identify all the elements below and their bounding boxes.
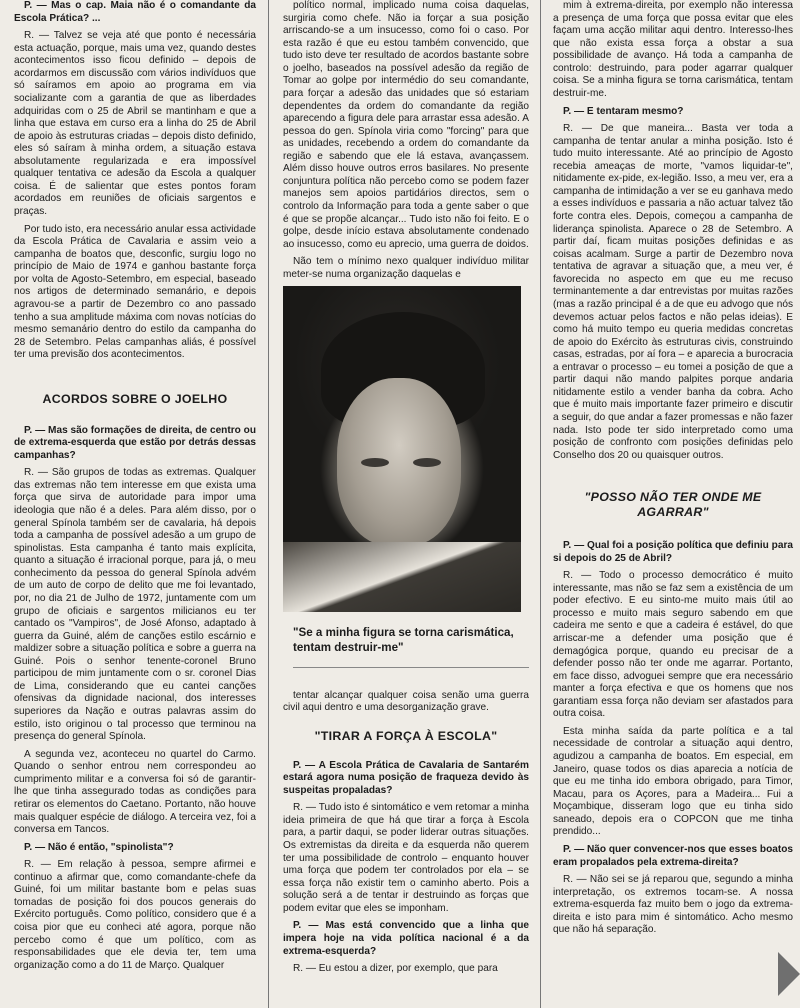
next-page-arrow-icon[interactable] — [778, 952, 800, 996]
answer-paragraph: R. — Talvez se veja até que ponto é necessária esta actuação, porque, mais uma vez, quando destes acontecimentos isso ficou definido – depois de acordarmos em discussão com vários indivíduos que só saíramos em apoio ao programa em via socializante com a garantia de que as liberdades adquiridas com o 25 de Abril se mantinham e que a linha que estava em curso era a linha do 25 de Abril de apoio às estruturas criadas – depois disto definido, eles só saíram à minha ordem, a situação estava absolutamente regularizada e era impossível qualquer tentativa ce adesão da Escola a qualquer coisa. É de salientar que estes pontos foram acordados em reuniões de oficiais sargentos e praças. — [14, 30, 256, 217]
body-paragraph: tentar alcançar qualquer coisa senão uma guerra civil aqui dentro e uma desorganização grave. — [283, 689, 529, 714]
column-3 — [553, 0, 793, 942]
body-paragraph: mim à extrema-direita, por exemplo não interessa a presença de uma força que possa evitar que eles façam uma acção militar aqui dentro. Interesso-lhes que não exista essa força a obstar a sua possibilidade de avanço. Há toda a campanha de controlo: destruindo, para poder agarrar qualquer coisa. Se a minha figura se torna carismática, tentam destruir-me. — [553, 0, 793, 99]
photo-collar — [283, 542, 521, 612]
question: P. — Mas está convencido que a linha que impera hoje na vida política nacional é a da extrema-esquerda? — [283, 920, 529, 957]
body-paragraph: A segunda vez, aconteceu no quartel do Carmo. Quando o senhor entrou nem correspondeu ao cumprimento militar e a conversa foi só de garantir-lhe que tinha assegurado todas as condições para retirar os elementos do Caetano. Portanto, não houve mais qualquer espécie de diálogo. A terceira vez, foi a conversa em Tancos. — [14, 748, 256, 836]
answer-paragraph: R. — De que maneira... Basta ver toda a campanha de tentar anular a minha posição. Isto é tudo muito interessante. Até ao princípio de Agosto recebia ameaças de morte, "vamos liquidar-te", nitidamente ex-pide, ex-legião. Isso, a meu ver, era a campanha de intimidação a ver se eu ganhava medo a esses indivíduos e passaria a não actuar talvez tão forte contra eles. Depois, começou a campanha de liderança spinolista. Aparece o 28 de Setembro. A partir daí, ficam muitas posições definidas e as coisas acalmam. Surge a partir de Dezembro nova tentativa de agravar a situação que, a meu ver, é favorecida no aspecto em que eu me recuso terminantemente a dar entrevistas por muitas razões (mas a razão principal é a de que eu advogo que nós devemos actuar pelos factos e não pelas ideias). E como há muito tempo eu queria medidas concretas de apoio do Exército às estruturas civis, construindo casas, estradas, por aí fora – e aparecia a burocracia a entravar o processo – eu tomei a posição de que a partir daqui não mando palpites porque andaria nitidamente estilo a vender banha da cobra. Acho que é muito mais importante fazer primeiro e discutir a seguir, do que andar a fazer promessas e não fazer nada. Isto pode ter sido interpretado como uma posição de confronto com posições definidas pelo Conselho dos 20 ou quaisquer outros. — [553, 123, 793, 461]
section-heading: "TIRAR A FORÇA À ESCOLA" — [314, 728, 498, 743]
section-heading: "POSSO NÃO TER ONDE ME AGARRAR" — [584, 490, 762, 520]
section-heading: ACORDOS SOBRE O JOELHO — [42, 391, 228, 406]
question: P. — Mas o cap. Maia não é o comandante da Escola Prática? ... — [14, 0, 256, 24]
body-paragraph: Esta minha saída da parte política e a tal necessidade de controlar a situação aqui dentro, agudizou a campanha de boatos. Em especial, em Janeiro, quase todos os dias aparecia a notícia de que eu me tinha ido embora obrigado, para Timor, Macau, para os Açores, para a Madeira... Fui a Moçambique, disseram logo que eu tinha sido saneado, depois era o COPCON que me tinha prendido... — [553, 725, 793, 838]
body-paragraph: político normal, implicado numa coisa daquelas, surgiria como chefe. Não ia forçar a sua posição arriscando-se a um insucesso, como foi o caso. Por esta razão é que eu estou também convencido, que tudo isto deve ter resultado de acordos bastante sobre o joelho, baseados na possível adesão da região de Tomar ao golpe por intermédio do seu comandante, para forçar a adesão das unidades que só estariam dependentes da ordem do comandante da região aparecendo a figura dele para arrastar essa adesão. A pessoa do gen. Spínola viria como "forcing" para que as unidades, recebendo a ordem do comandante da região e sabendo que ele lá estava, avançassem. Além disso houve outros erros basilares. No presente conjuntura política não percebo como se podem fazer manejos sem apoios partidários directos, sem o controlo da Informação para toda a gente saber o que é que se propõe alcançar... Tudo isto não foi feito. E o golpe, desde início estava absolutamente condenado ao insucesso, como eu aprecio, uma guerra de doidos. — [283, 0, 529, 250]
answer-paragraph: R. — Não sei se já reparou que, segundo a minha interpretação, os extremos tocam-se. A nossa extrema-esquerda faz muito bem o jogo da extrema-direita e isto para mim é sintomático. Acho mesmo que não há separação. — [553, 874, 793, 936]
column-divider — [540, 0, 541, 1008]
question: P. — E tentaram mesmo? — [563, 105, 684, 117]
question: P. — Não é então, "spinolista"? — [24, 841, 174, 853]
body-paragraph: Não tem o mínimo nexo qualquer indivíduo militar meter-se numa organização daquelas e — [283, 256, 529, 280]
answer-paragraph: R. — Todo o processo democrático é muito interessante, mas não se faz sem a existência de um poder efectivo. E eu sinto-me muito mais útil ao processo e muito mais seguro sabendo em que cadeira me sento e que a cadeira é estável, do que arriscar-me a defender uma posição que é demagógica porque, quando eu precisar de a defender posso não ter onde me agarrar. Portanto, em face disso, advoguei sempre que era necessário manter a força efectiva e que os homens que nos garantiam essa força não deviam ser afastados para outra coisa. — [553, 570, 793, 720]
photo-face — [337, 378, 461, 546]
answer-paragraph: R. — Eu estou a dizer, por exemplo, que para — [293, 963, 498, 975]
answer-paragraph: R. — Tudo isto é sintomático e vem retomar a minha ideia primeira de que há que tirar a força à Escola para, a partir daqui, se poder liderar outras situações. Os extremistas da direita e da esquerda não querem ter uma possibilidade de controlo – enquanto houver uma força que podem ter controlados por ela – se essa força não existir tem o caminho aberto. Pois a solução será a de tentar ir destruindo as forças que podem evitar que eles se imponham. — [283, 802, 529, 914]
question: P. — Qual foi a posição política que definiu para si depois do 25 de Abril? — [553, 540, 793, 564]
portrait-photo — [283, 286, 521, 612]
photo-caption: "Se a minha figura se torna carismática, tentam destruir-me" — [293, 626, 529, 667]
column-divider — [268, 0, 269, 1008]
question: P. — Não quer convencer-nos que esses boatos eram propalados pela extrema-direita? — [553, 843, 793, 868]
column-1 — [14, 0, 256, 977]
question: P. — Mas são formações de direita, de centro ou de extrema-esquerda que estão por detrás dessas campanhas? — [14, 424, 256, 461]
column-2 — [283, 0, 529, 981]
question: P. — A Escola Prática de Cavalaria de Santarém estará agora numa posição de fraqueza devido às suspeitas propaladas? — [283, 759, 529, 796]
answer-paragraph: R. — São grupos de todas as extremas. Qualquer das extremas não tem interesse em que exista uma força que sirva de autoridade para impor uma ideologia que não é a deles. Para além disso, por o general Spínola também ser de cavalaria, há depois toda a campanha de possível adesão a um grupo de spinolistas. Esta campanha é tanto mais explícita, quanto a situação é irracional porque, para já, o meu conhecimento da pessoa do general Spínola advém de um auto de corpo de delito que me foi levantado, por, no dia 21 de Julho de 1972, juntamente com um grupo de oficiais e sargentos milicianos eu ter cantado os "Vampiros", de José Afonso, adaptado à guerra da Guiné, além de canções estilo escárnio e maldizer sobre a situação política e sobre a guerra na Guiné. Pois o senhor tenente-coronel Bruno participou de mim juntamente com o sr. coronel Dias de Lima, considerando que eu cantei canções ofensivas da dignidade nacional, dos interesses superiores da Nação e outras palavras assim do estilo, isto originou o tal processo que terminou na presença do general Spínola. — [14, 467, 256, 743]
body-paragraph: Por tudo isto, era necessário anular essa actividade da Escola Prática de Cavalaria e assim veio a campanha de boatos que, desconfic, surgiu logo no princípio de Maio de 1974 e ganhou bastante força por volta de Agosto-Setembro, em especial, baseado nos artigos de determinado semanário, e depois agravou-se a partir de Dezembro co ano passado tenho a sua amplitude máxima com novas notícias do mesmo semanário dentro do estilo da campanha do 28 de Setembro. Pelas campanhas aliás, é possível ter uma previsão dos acontecimentos. — [14, 223, 256, 361]
answer-paragraph: R. — Em relação à pessoa, sempre afirmei e continuo a afirmar que, como comandante-chefe da Guiné, foi um militar bastante bom e pelas suas tomadas de posição foi dos poucos generais do Exército português. Como político, considero que é a coisa pior que eu conheci até agora, porque não percebo como é que um político, com as responsabilidades que ele devia ter, tem uma organização como a do 11 de Março. Qualquer — [14, 859, 256, 971]
